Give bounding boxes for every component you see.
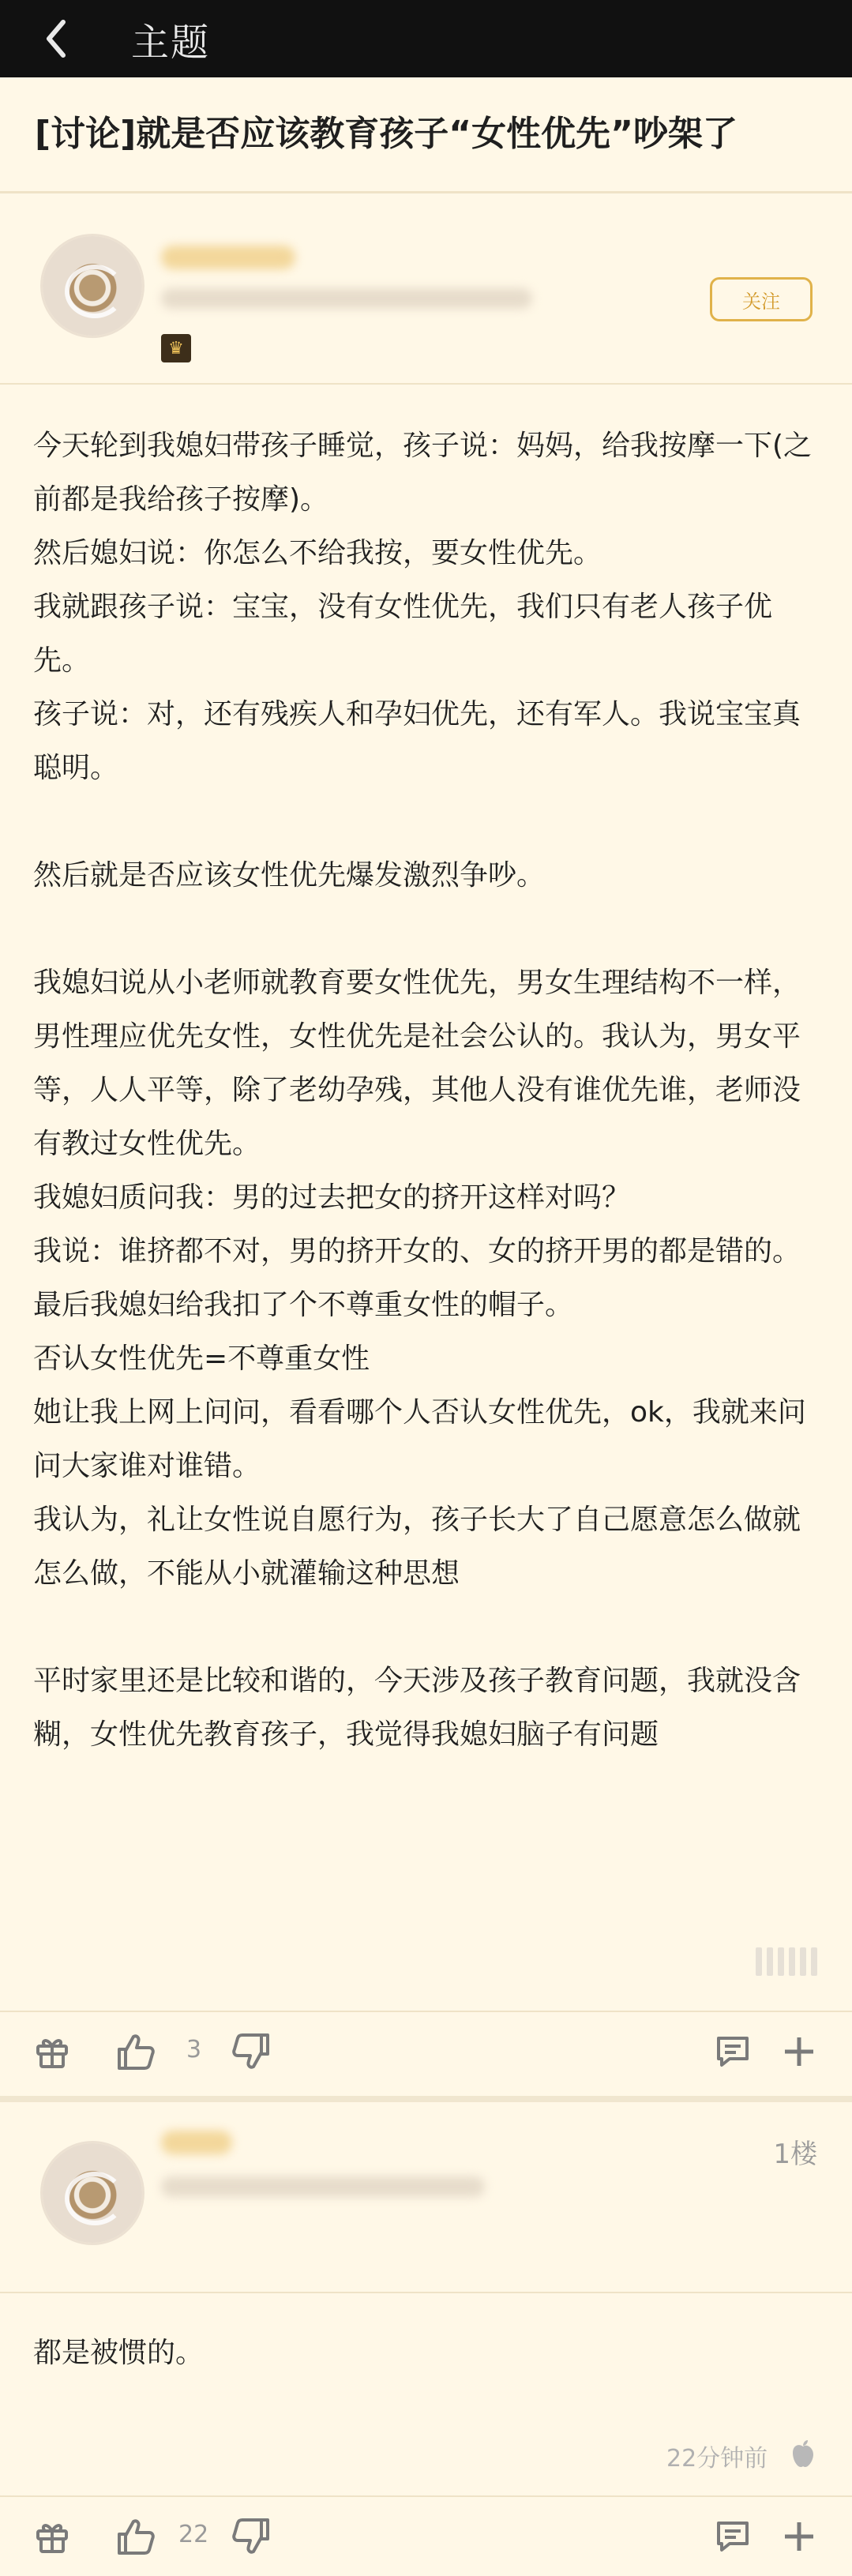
post-line: 今天轮到我媳妇带孩子睡觉，孩子说：妈妈，给我按摩一下(之前都是我给孩子按摩)。	[33, 430, 813, 516]
paragraph-gap	[33, 1601, 819, 1654]
reply-time: 22分钟前	[666, 2445, 768, 2473]
paragraph-gap	[33, 795, 819, 849]
crown-badge-icon: ♛	[161, 334, 191, 362]
apple-icon	[790, 2439, 816, 2469]
post-line: 我就跟孩子说：宝宝，没有女性优先，我们只有老人孩子优先。	[33, 591, 773, 677]
back-button[interactable]	[44, 15, 79, 62]
like-button[interactable]	[114, 2030, 158, 2074]
watermark	[756, 1947, 817, 1976]
post-line: 我说：谁挤都不对，男的挤开女的、女的挤开男的都是错的。	[33, 1235, 801, 1267]
like-count: 22	[178, 2521, 209, 2548]
reply-signature-blurred	[161, 2176, 485, 2197]
thumbs-down-icon	[230, 2515, 272, 2558]
post-line: 她让我上网上问问，看看哪个人否认女性优先，ok，我就来问问大家谁对谁错。	[33, 1396, 806, 1482]
plus-icon	[782, 2034, 816, 2069]
page-title: 主题	[131, 20, 211, 65]
like-count: 3	[186, 2036, 202, 2063]
author-name-blurred[interactable]	[161, 246, 295, 269]
follow-button[interactable]: 关注	[710, 277, 813, 321]
reply-author-blurred[interactable]	[161, 2131, 232, 2154]
gift-button[interactable]	[30, 2030, 74, 2074]
thread-title: [讨论]就是否应该教育孩子“女性优先”吵架了	[0, 77, 852, 193]
post-line: 最后我媳妇给我扣了个不尊重女性的帽子。	[33, 1289, 574, 1321]
gift-button[interactable]	[30, 2514, 74, 2559]
author-row	[0, 193, 852, 385]
post-line: 否认女性优先=不尊重女性	[33, 1342, 370, 1375]
post-action-bar	[0, 2011, 852, 2091]
floor-label: 1楼	[773, 2139, 817, 2170]
post-line: 然后就是否应该女性优先爆发激烈争吵。	[33, 859, 546, 892]
comment-icon	[714, 2033, 752, 2070]
author-signature-blurred	[161, 288, 532, 309]
thumbs-up-icon	[114, 2515, 157, 2558]
post-line: 我认为，礼让女性说自愿行为，孩子长大了自己愿意怎么做就怎么做，不能从小就灌输这种思想	[33, 1504, 801, 1590]
more-button[interactable]	[777, 2030, 821, 2074]
paragraph-gap	[33, 903, 819, 956]
dislike-button[interactable]	[229, 2514, 273, 2559]
comment-icon	[714, 2518, 752, 2555]
chevron-left-icon	[44, 19, 68, 58]
more-button[interactable]	[777, 2514, 821, 2559]
top-bar	[0, 0, 852, 77]
reply-text: 都是被惯的。	[33, 2337, 205, 2369]
comment-button[interactable]	[711, 2514, 755, 2559]
like-button[interactable]	[114, 2514, 158, 2559]
section-separator	[0, 2096, 852, 2102]
plus-icon	[782, 2519, 816, 2554]
thumbs-up-icon	[114, 2030, 157, 2073]
reply-action-bar	[0, 2495, 852, 2576]
gift-icon	[34, 2518, 70, 2555]
thumbs-down-icon	[230, 2030, 272, 2073]
dislike-button[interactable]	[229, 2030, 273, 2074]
post-line: 平时家里还是比较和谐的，今天涉及孩子教育问题，我就没含糊，女性优先教育孩子，我觉得我媳妇脑子有问题	[33, 1665, 801, 1751]
comment-button[interactable]	[711, 2030, 755, 2074]
post-line: 我媳妇质问我：男的过去把女的挤开这样对吗？	[33, 1181, 631, 1214]
post-line: 然后媳妇说：你怎么不给我按，要女性优先。	[33, 537, 602, 569]
divider	[0, 2292, 852, 2293]
post-line: 我媳妇说从小老师就教育要女性优先，男女生理结构不一样，男性理应优先女性，女性优先是社会公认的。我认为，男女平等，人人平等，除了老幼孕残，其他人没有谁优先谁，老师没有教过女性优先。	[33, 967, 801, 1160]
reply-avatar[interactable]	[43, 2143, 142, 2243]
author-avatar[interactable]	[43, 236, 142, 336]
post-content	[0, 385, 852, 1762]
gift-icon	[34, 2033, 70, 2070]
post-line: 孩子说：对，还有残疾人和孕妇优先，还有军人。我说宝宝真聪明。	[33, 698, 801, 784]
